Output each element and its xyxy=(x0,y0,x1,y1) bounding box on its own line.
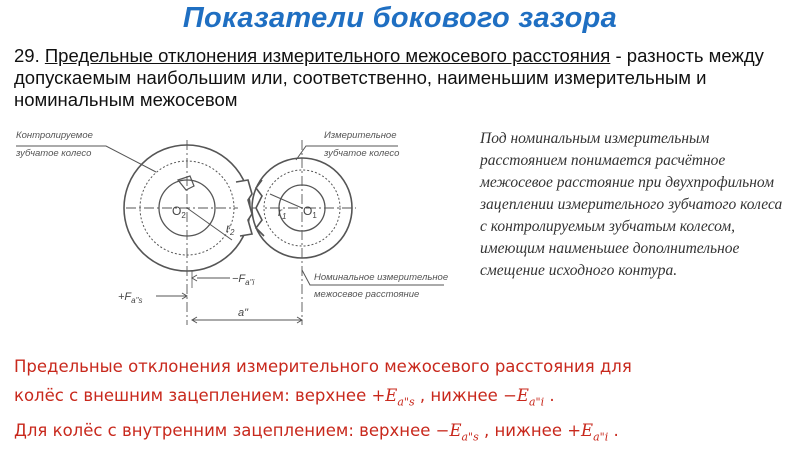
controlled-gear-label-1: Контролируемое xyxy=(16,130,93,141)
center-o2-label: $O_2$ xyxy=(172,204,186,220)
a-double-prime-label: a" xyxy=(238,307,249,319)
measuring-gear-label-1: Измерительное xyxy=(324,130,397,141)
nominal-distance-label-2: межосевое расстояние xyxy=(314,289,420,300)
definition-text: - разность между допускаемым наибольшим или, соответственно, наименьшим измерительным и номинальным межосевом xyxy=(14,45,764,110)
center-o1-label: $O_1$ xyxy=(303,204,317,220)
external-lower-deviation: $-E_{a"i}$ xyxy=(503,386,545,409)
nominal-distance-label-1: Номинальное измерительное xyxy=(314,272,449,283)
measuring-gear-label-2: зубчатое колесо xyxy=(324,148,400,159)
radius-r1-line xyxy=(270,194,302,208)
minus-fai-label: $-F_{a"i}$ xyxy=(232,273,255,287)
controlled-gear-label-2: зубчатое колесо xyxy=(16,148,92,159)
gear-measurement-diagram xyxy=(6,120,466,350)
definition-number: 29. xyxy=(14,45,45,66)
radius-r2-label: $r_2$ xyxy=(226,221,235,237)
plus-fas-label: $+F_{a"s}$ xyxy=(118,291,143,305)
definition-paragraph xyxy=(14,45,789,111)
page-title: Показатели бокового зазора xyxy=(182,2,618,34)
limit-deviations-statement xyxy=(14,352,794,452)
internal-lower-deviation: $+E_{a"i}$ xyxy=(567,421,609,444)
nominal-distance-explanation: Под номинальным измерительным расстоянием понимается расчётное межосевое расстояние при двухпрофильном зацеплении измерительного зубчатого колеса с контролируемым зубчатым колесом, имеющим наименьшее дополнительное смещение исходного контура. xyxy=(480,130,783,279)
statement-line-1: Предельные отклонения измерительного межосевого расстояния для xyxy=(14,357,632,376)
definition-term: Предельные отклонения измерительного межосевого расстояния xyxy=(44,45,611,66)
external-upper-deviation: $+E_{a"s}$ xyxy=(371,386,415,409)
internal-upper-deviation: $-E_{a"s}$ xyxy=(435,421,479,444)
radius-r1-label: $r_1$ xyxy=(278,205,287,221)
statement-line-3: Для колёс с внутренним зацеплением: верхнее $-E_{a"s}$ , нижнее $+E_{a"i}$ . xyxy=(14,421,619,444)
statement-line-2: колёс с внешним зацеплением: верхнее $+E_{a"s}$ , нижнее $-E_{a"i}$ . xyxy=(14,386,555,409)
